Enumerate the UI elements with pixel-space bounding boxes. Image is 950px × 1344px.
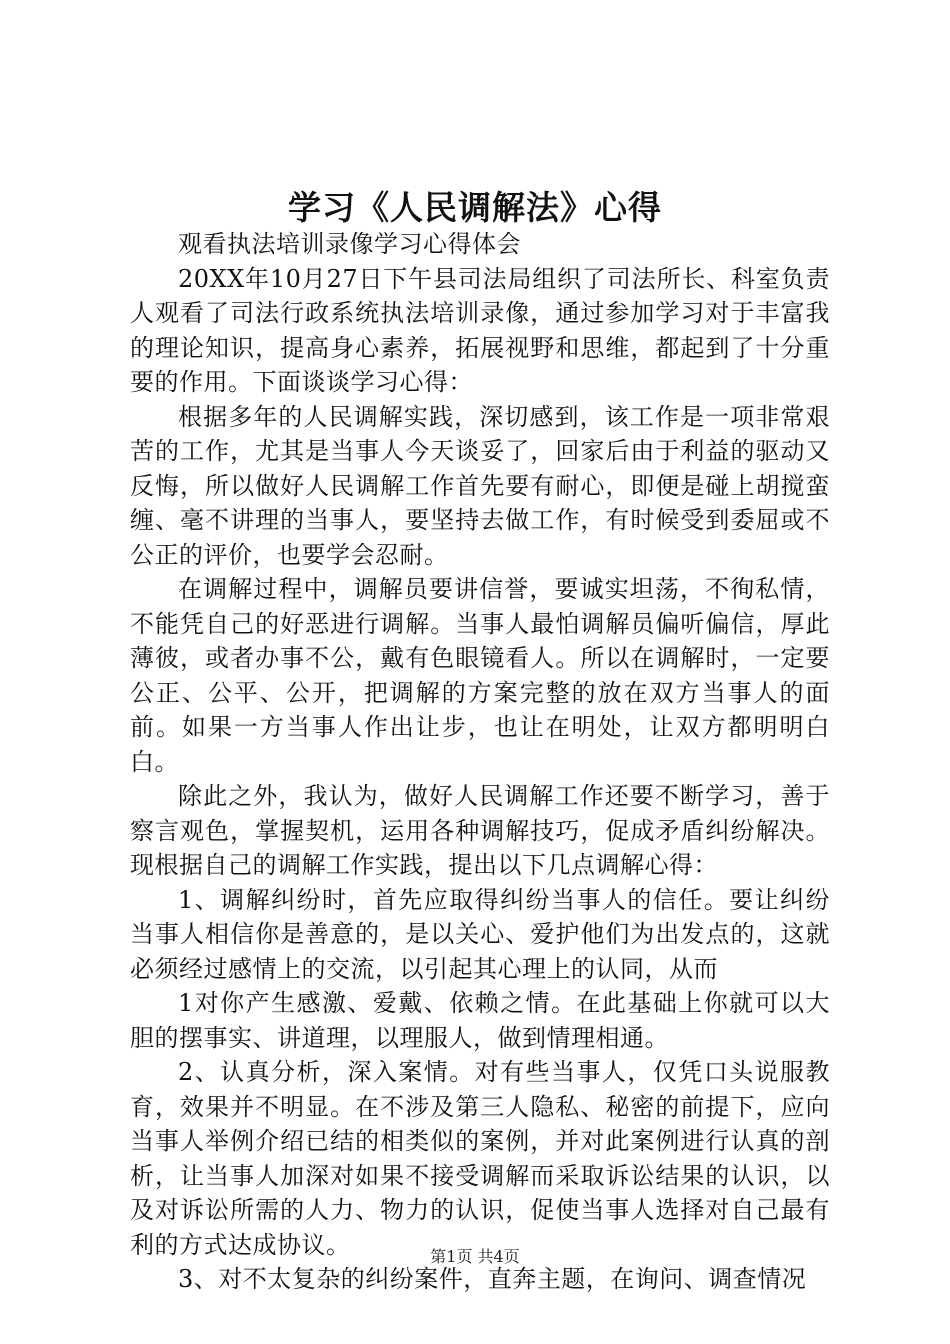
paragraph-fairness: 在调解过程中，调解员要讲信誉，要诚实坦荡，不徇私情，不能凭自己的好恶进行调解。当事人最怕调解员偏听偏信，厚此薄彼，或者办事不公，戴有色眼镜看人。所以在调解时，一定要公正、公平、公开，把调解的方案完整的放在双方当事人的面前。如果一方当事人作出让步，也让在明处，让双方都明明白白。 bbox=[130, 575, 830, 776]
paragraph-point-3: 3、对不太复杂的纠纷案件，直奔主题，在询问、调查情况 bbox=[178, 1265, 807, 1293]
document-title: 学习《人民调解法》心得 bbox=[288, 188, 662, 227]
paragraph-intro: 20XX年10月27日下午县司法局组织了司法所长、科室负责人观看了司法行政系统执法培训录像，通过参加学习对于丰富我的理论知识，提高身心素养，拓展视野和思维，都起到了十分重要的作用。下面谈谈学习心得： bbox=[130, 264, 830, 396]
paragraph-point-2: 2、认真分析，深入案情。对有些当事人，仅凭口头说服教育，效果并不明显。在不涉及第三人隐私、秘密的前提下，应向当事人举例介绍已结的相类似的案例，并对此案例进行认真的剖析，让当事人加深对如果不接受调解而采取诉讼结果的认识，以及对诉讼所需的人力、物力的认识，促使当事人选择对自己最有利的方式达成协议。 bbox=[130, 1058, 830, 1259]
paragraph-point-1-continued: 1对你产生感激、爱戴、依赖之情。在此基础上你就可以大胆的摆事实、讲道理，以理服人，做到情理相通。 bbox=[130, 989, 830, 1052]
paragraph-subtitle: 观看执法培训录像学习心得体会 bbox=[178, 230, 521, 258]
document-body bbox=[130, 227, 830, 1297]
paragraph-learning: 除此之外，我认为，做好人民调解工作还要不断学习，善于察言观色，掌握契机，运用各种调解技巧，促成矛盾纠纷解决。现根据自己的调解工作实践，提出以下几点调解心得： bbox=[130, 782, 830, 879]
paragraph-point-1: 1、调解纠纷时，首先应取得纠纷当事人的信任。要让纠纷当事人相信你是善意的，是以关心、爱护他们为出发点的，这就必须经过感情上的交流，以引起其心理上的认同，从而 bbox=[130, 885, 830, 983]
page-number-footer: 第1页 共4页 bbox=[430, 1247, 520, 1266]
paragraph-patience: 根据多年的人民调解实践，深切感到，该工作是一项非常艰苦的工作，尤其是当事人今天谈妥了，回家后由于利益的驱动又反悔，所以做好人民调解工作首先要有耐心，即便是碰上胡搅蛮缠、毫不讲理的当事人，要坚持去做工作，有时候受到委屈或不公正的评价，也要学会忍耐。 bbox=[130, 402, 830, 569]
